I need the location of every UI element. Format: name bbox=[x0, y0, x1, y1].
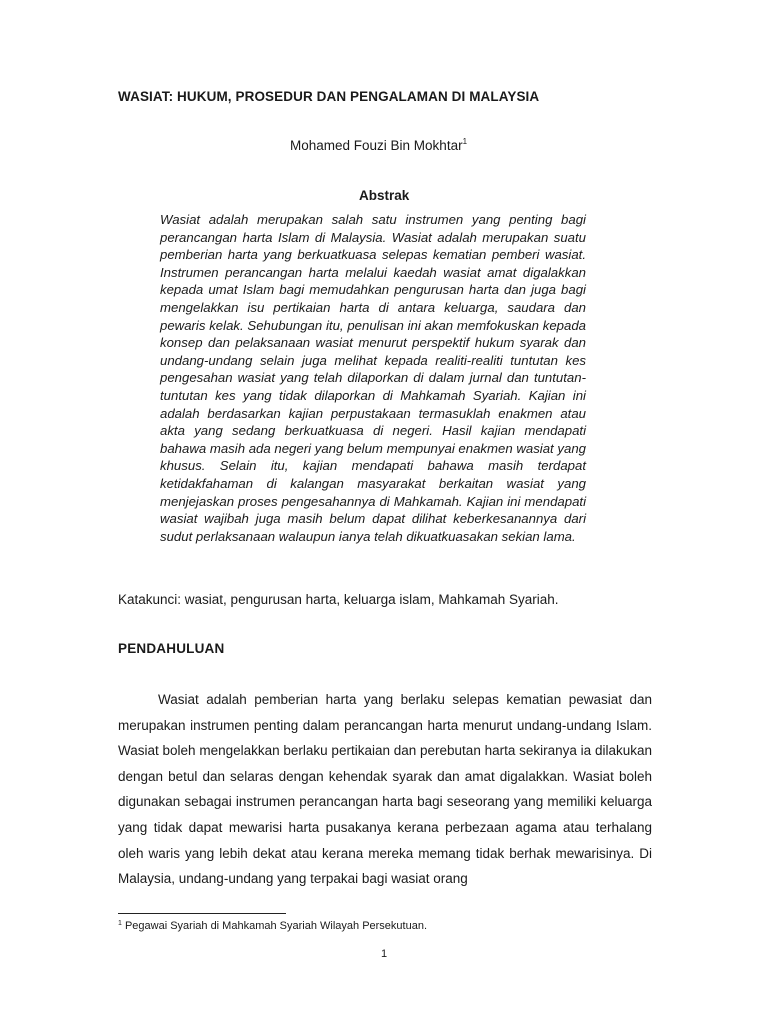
footnote-separator bbox=[118, 913, 286, 914]
page-number: 1 bbox=[380, 948, 388, 960]
footnote bbox=[118, 920, 427, 932]
keywords-line: Katakunci: wasiat, pengurusan harta, keluarga islam, Mahkamah Syariah. bbox=[118, 592, 559, 607]
author-footnote-marker: 1 bbox=[462, 137, 468, 146]
section-heading: PENDAHULUAN bbox=[118, 641, 225, 656]
abstract-text: Wasiat adalah merupakan salah satu instrumen yang penting bagi perancangan harta Islam di Malaysia. Wasiat adalah merupakan suatu pemberian harta yang berkuatkuasa selepas kematian pemberi wasiat. Instrumen perancangan harta melalui kaedah wasiat amat digalakkan kepada umat Islam bagi memudahkan pengurusan harta dan juga bagi mengelakkan isu pertikaian harta di antara keluarga, saudara dan pewaris kelak. Sehubungan itu, penulisan ini akan memfokuskan kepada konsep dan pelaksanaan wasiat menurut perspektif hukum syarak dan undang-undang selain juga melihat kepada realiti-realiti tuntutan kes pengesahan wasiat yang telah dilaporkan di dalam jurnal dan tuntutan-tuntutan kes yang tidak dilaporkan di Mahkamah Syariah. Kajian ini adalah berdasarkan kajian perpustakaan termasuklah enakmen atau akta yang sedang berkuatkuasa di negeri. Hasil kajian mendapati bahawa masih ada negeri yang belum mempunyai enakmen wasiat yang khusus. Selain itu, kajian mendapati bahawa masih terdapat ketidakfahaman di kalangan masyarakat berkaitan wasiat yang menjejaskan proses pengesahannya di Mahkamah. Kajian ini mendapati wasiat wajibah juga masih belum dapat dilihat keberkesanannya dari sudut perlaksanaan walaupun ianya telah dikuatkuasakan sekian lama. bbox=[160, 212, 586, 544]
author-line bbox=[290, 137, 467, 153]
abstract-heading: Abstrak bbox=[359, 188, 410, 203]
footnote-text: Pegawai Syariah di Mahkamah Syariah Wilayah Persekutuan. bbox=[121, 920, 428, 932]
footnote-marker: 1 bbox=[118, 920, 122, 927]
paper-title: WASIAT: HUKUM, PROSEDUR DAN PENGALAMAN DI MALAYSIA bbox=[118, 89, 540, 104]
body-paragraph: Wasiat adalah pemberian harta yang berlaku selepas kematian pewasiat dan merupakan instrumen penting dalam perancangan harta menurut undang-undang Islam. Wasiat boleh mengelakkan berlaku pertikaian dan perebutan harta sekiranya ia dilakukan dengan betul dan selaras dengan kehendak syarak dan amat digalakkan. Wasiat boleh digunakan sebagai instrumen perancangan harta bagi seseorang yang memiliki keluarga yang tidak dapat mewarisi harta pusakanya kerana perbezaan agama atau terhalang oleh waris yang lebih dekat atau kerana mereka memang tidak berhak mewarisinya. Di Malaysia, undang-undang yang terpakai bagi wasiat orang bbox=[118, 692, 652, 887]
author-name: Mohamed Fouzi Bin Mokhtar bbox=[290, 138, 463, 153]
